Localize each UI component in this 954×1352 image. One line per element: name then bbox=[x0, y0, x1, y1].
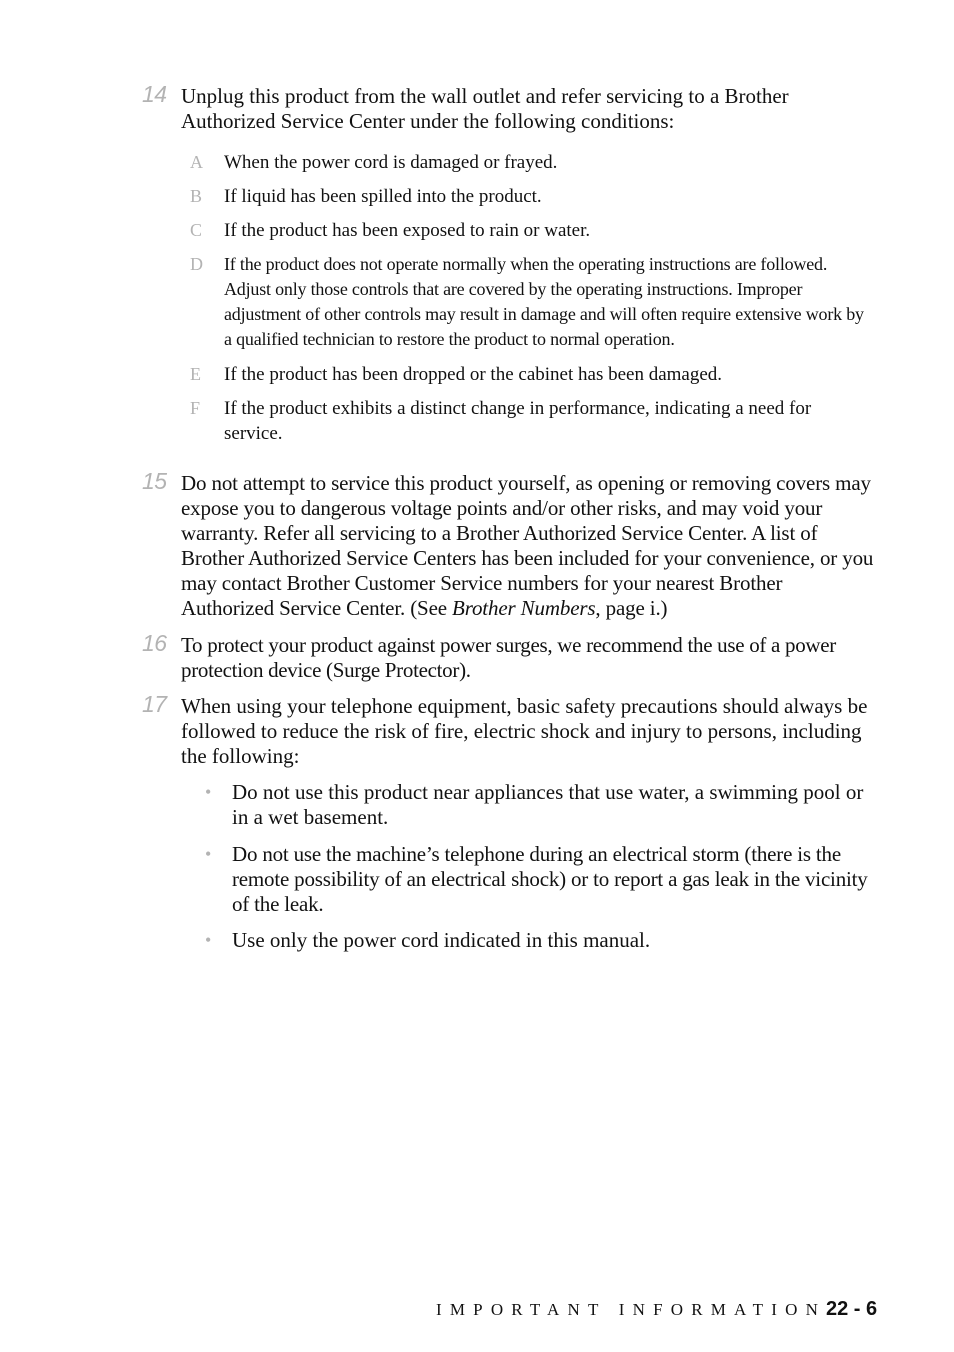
condition-letter: B bbox=[190, 186, 203, 206]
footer-section-title: IMPORTANT INFORMATION bbox=[436, 1300, 827, 1319]
item-text: To protect your product against power surges, we recommend the use of a power protection device (Surge Protector). bbox=[181, 633, 837, 682]
instruction-item-17 bbox=[142, 691, 876, 769]
item-number: 15 bbox=[142, 468, 167, 494]
condition-text: When the power cord is damaged or frayed. bbox=[224, 152, 558, 173]
footer-page-number: 22 - 6 bbox=[826, 1298, 878, 1320]
condition-text: If liquid has been spilled into the product. bbox=[224, 186, 542, 207]
precaution-text: Use only the power cord indicated in this manual. bbox=[232, 928, 651, 952]
condition-b bbox=[190, 184, 874, 209]
item-text: Unplug this product from the wall outlet and refer servicing to a Brother Authorized Service Center under the following conditions: bbox=[181, 84, 789, 133]
condition-text: If the product has been exposed to rain or water. bbox=[224, 220, 591, 241]
condition-c bbox=[190, 218, 874, 243]
condition-letter: E bbox=[190, 364, 201, 384]
condition-letter: C bbox=[190, 220, 203, 240]
condition-letter: A bbox=[190, 152, 203, 172]
precaution-text: Do not use the machine’s telephone during an electrical storm (there is the remote possibility of an electrical shock) or to report a gas leak in the vicinity of the leak. bbox=[232, 842, 868, 916]
condition-text: If the product exhibits a distinct change in performance, indicating a need for service. bbox=[224, 398, 812, 444]
condition-text: If the product does not operate normally when the operating instructions are followed. Adjust only those controls that are covered by the operating instructions. Improper adjustment of other controls may result in damage and will often require extensive work by a qualified technician to restore the product to normal operation. bbox=[224, 254, 864, 349]
item-text: When using your telephone equipment, basic safety precautions should always be followed to reduce the risk of fire, electric shock and injury to persons, including the following: bbox=[181, 694, 868, 768]
item-number: 17 bbox=[142, 691, 167, 717]
item-text-italic: Brother Numbers bbox=[452, 596, 596, 620]
bullet-icon: • bbox=[205, 844, 212, 864]
condition-e bbox=[190, 362, 874, 387]
precaution-item bbox=[205, 780, 877, 830]
item-text: Do not attempt to service this product yourself, as opening or removing covers may expose you to dangerous voltage points and/or other risks, and may void your warranty. Refer all servicing to a Brother Authorized Service Center. A list of Brother Authorized Service Centers has been included for your convenience, or you may contact Brother Customer Service numbers for your nearest Brother Authorized Service Center. (See bbox=[181, 471, 874, 620]
condition-f bbox=[190, 396, 874, 446]
condition-letter: F bbox=[190, 398, 201, 418]
condition-a bbox=[190, 150, 874, 175]
precaution-item bbox=[205, 842, 877, 917]
instruction-item-16 bbox=[142, 630, 876, 683]
precaution-text: Do not use this product near appliances that use water, a swimming pool or in a wet basement. bbox=[232, 780, 864, 829]
item-number: 16 bbox=[142, 630, 167, 656]
instruction-item-15 bbox=[142, 468, 876, 621]
instruction-item-14 bbox=[142, 81, 876, 134]
bullet-icon: • bbox=[205, 930, 212, 950]
item-number: 14 bbox=[142, 81, 167, 107]
condition-letter: D bbox=[190, 254, 203, 274]
bullet-icon: • bbox=[205, 782, 212, 802]
condition-text: If the product has been dropped or the cabinet has been damaged. bbox=[224, 364, 723, 385]
item-text-tail: , page i.) bbox=[595, 596, 668, 620]
precaution-item bbox=[205, 928, 877, 953]
condition-d bbox=[190, 252, 874, 352]
